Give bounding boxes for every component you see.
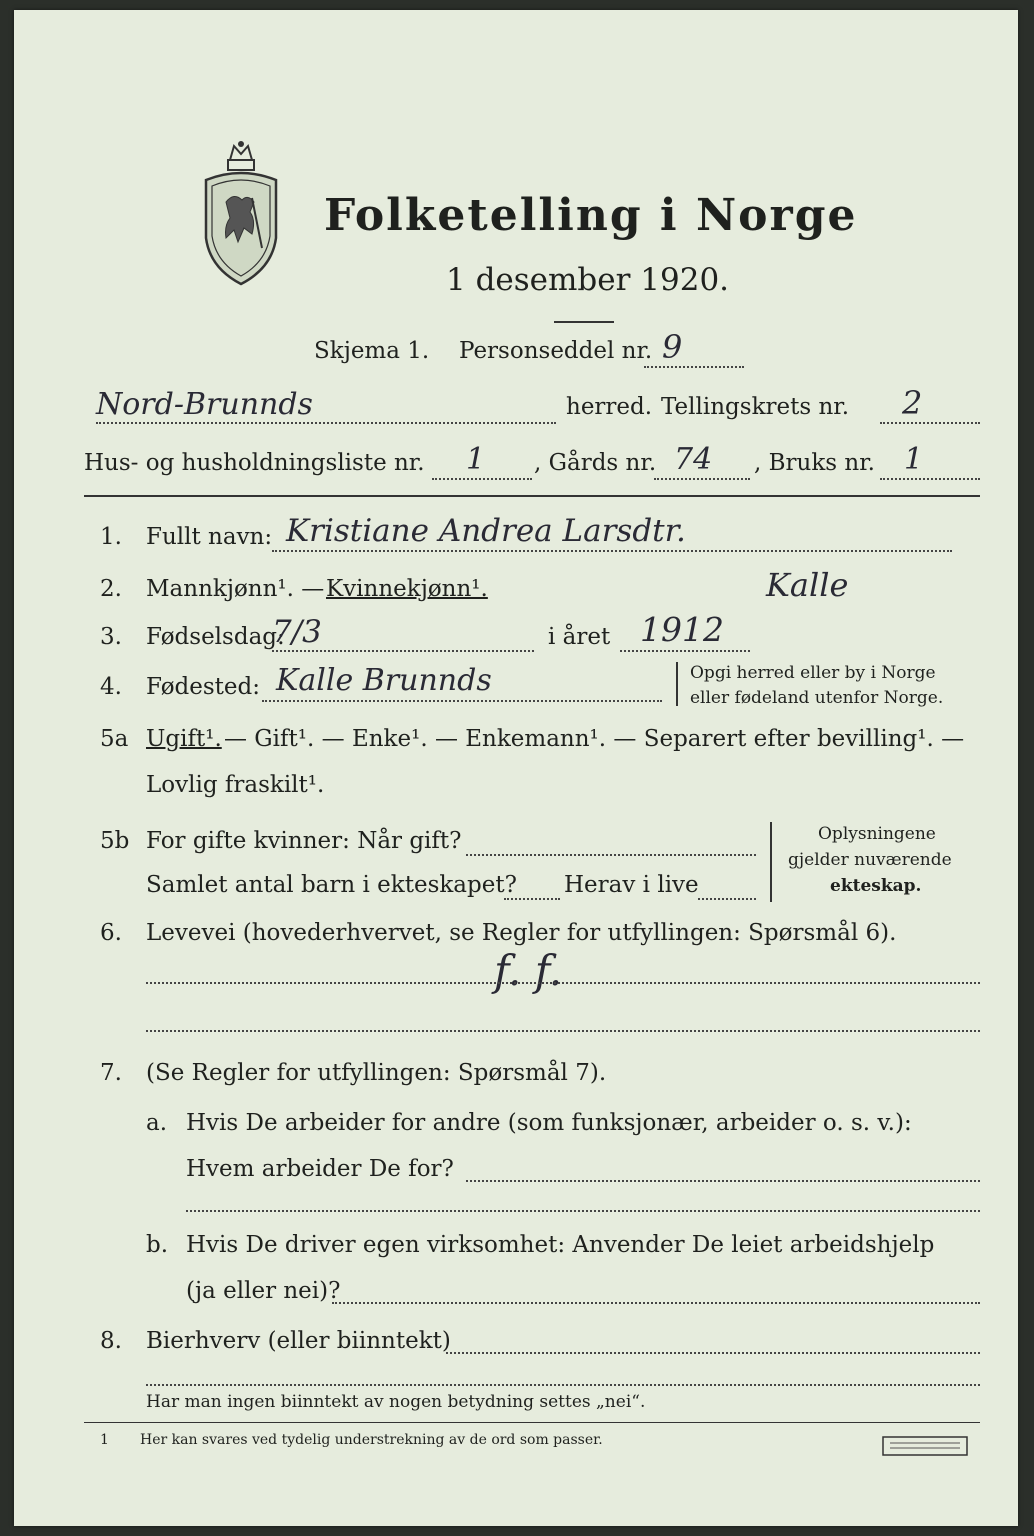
q3-num: 3. (100, 624, 122, 650)
q7a-answer-line-2 (186, 1210, 980, 1212)
q7a-line1: Hvis De arbeider for andre (som funksjonær, arbeider o. s. v.): (186, 1110, 912, 1136)
q5b-label-3: Herav i live (564, 872, 699, 898)
q7a-num: a. (146, 1110, 168, 1136)
q4-note-2: eller fødeland utenfor Norge. (690, 688, 944, 708)
form-date: 1 desember 1920. (446, 262, 730, 298)
q5b-note-3: ekteskap. (830, 876, 922, 896)
q2-male-label: Mannkjønn¹. — (146, 576, 325, 602)
q4-line (262, 700, 662, 702)
bruks-label: , Bruks nr. (754, 450, 875, 476)
q7b-num: b. (146, 1232, 169, 1258)
form-title: Folketelling i Norge (324, 190, 858, 241)
printer-stamp-icon (882, 1436, 968, 1456)
q7-num: 7. (100, 1060, 122, 1086)
bruks-value[interactable]: 1 (904, 442, 924, 477)
q7a-answer-line (466, 1180, 980, 1182)
gards-line (654, 478, 750, 480)
husliste-value[interactable]: 1 (466, 442, 486, 477)
q2-num: 2. (100, 576, 122, 602)
husliste-label: Hus- og husholdningsliste nr. (84, 450, 425, 476)
occupation-value[interactable]: f. f. (494, 946, 563, 995)
q4-brace (676, 662, 678, 706)
husliste-line (432, 478, 532, 480)
personseddel-line (644, 366, 744, 368)
q6-num: 6. (100, 920, 122, 946)
coat-of-arms-icon (200, 138, 282, 288)
q6-line-2 (146, 1030, 980, 1032)
q5b-num: 5b (100, 828, 130, 854)
q2-female-label[interactable]: Kvinnekjønn¹. (326, 576, 488, 602)
footnote-text: Her kan svares ved tydelig understrekning av de ord som passer. (140, 1432, 603, 1448)
herred-value[interactable]: Nord-Brunnds (96, 387, 313, 422)
q1-label: Fullt navn: (146, 524, 273, 550)
q2-extra-note: Kalle (766, 566, 849, 604)
footnote-num: 1 (100, 1432, 109, 1448)
q7b-answer-line (332, 1302, 980, 1304)
q6-label: Levevei (hovederhvervet, se Regler for utfyllingen: Spørsmål 6). (146, 920, 897, 946)
q7b-line2: (ja eller nei)? (186, 1278, 341, 1304)
q5b-label-1: For gifte kvinner: Når gift? (146, 828, 462, 854)
q6-line-1 (146, 982, 980, 984)
q8-label: Bierhverv (eller biinntekt) (146, 1328, 451, 1354)
footnote-rule (84, 1422, 980, 1423)
q4-note-1: Opgi herred eller by i Norge (690, 663, 936, 683)
census-form (14, 10, 1018, 1526)
title-divider (554, 321, 614, 323)
tellingskrets-value[interactable]: 2 (902, 384, 923, 422)
personseddel-value[interactable]: 9 (662, 328, 683, 366)
q4-num: 4. (100, 674, 122, 700)
full-name-value[interactable]: Kristiane Andrea Larsdtr. (286, 513, 686, 549)
q8-num: 8. (100, 1328, 122, 1354)
q5b-line-1 (466, 854, 756, 856)
tellingskrets-line (880, 422, 980, 424)
q5a-line2: Lovlig fraskilt¹. (146, 772, 325, 798)
q5b-line-2 (504, 898, 560, 900)
q3-year-line (620, 650, 750, 652)
tellingskrets-label: Tellingskrets nr. (661, 394, 850, 420)
gards-value[interactable]: 74 (674, 442, 713, 477)
birthplace-value[interactable]: Kalle Brunnds (276, 663, 492, 698)
q1-line (272, 550, 952, 552)
q7a-line2: Hvem arbeider De for? (186, 1156, 454, 1182)
q5a-num: 5a (100, 726, 129, 752)
birth-year-value[interactable]: 1912 (640, 610, 724, 649)
bruks-line (880, 478, 980, 480)
herred-label: herred. (566, 394, 653, 420)
header-rule (84, 495, 980, 497)
q3-label: Fødselsdag: (146, 624, 285, 650)
birthday-value[interactable]: 7/3 (272, 614, 322, 650)
gards-label: , Gårds nr. (534, 450, 657, 476)
q5b-line-3 (698, 898, 756, 900)
q7b-line1: Hvis De driver egen virksomhet: Anvender De leiet arbeidshjelp (186, 1232, 935, 1258)
q1-num: 1. (100, 524, 122, 550)
q7-label: (Se Regler for utfyllingen: Spørsmål 7). (146, 1060, 607, 1086)
q8-note: Har man ingen biinntekt av nogen betydning settes „nei“. (146, 1392, 646, 1412)
herred-line (96, 422, 556, 424)
q8-answer-line-2 (146, 1384, 980, 1386)
q3-line (272, 650, 534, 652)
q5a-ugift[interactable]: Ugift¹. (146, 726, 222, 752)
q4-label: Fødested: (146, 674, 261, 700)
q5b-note-1: Oplysningene (818, 824, 936, 844)
q5a-options: — Gift¹. — Enke¹. — Enkemann¹. — Separert efter bevilling¹. — (224, 726, 965, 752)
personseddel-label: Personseddel nr. (459, 338, 653, 364)
q5b-brace (770, 822, 772, 902)
q3-year-label: i året (548, 624, 611, 650)
q8-answer-line (446, 1352, 980, 1354)
q5b-label-2: Samlet antal barn i ekteskapet? (146, 872, 517, 898)
skjema-label: Skjema 1. (314, 338, 430, 364)
q5b-note-2: gjelder nuværende (788, 850, 952, 870)
